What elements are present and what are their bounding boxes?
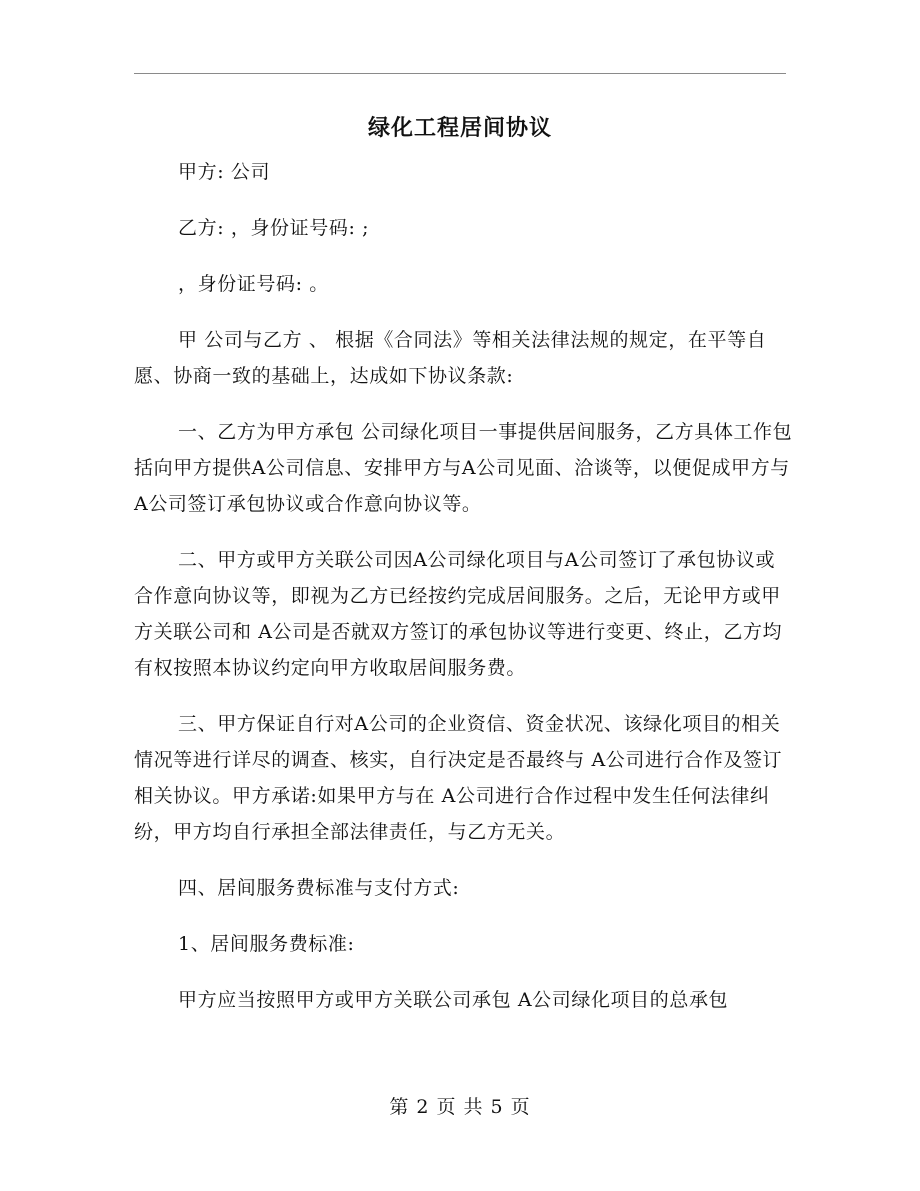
fee-standard-paragraph: 甲方应当按照甲方或甲方关联公司承包 A公司绿化项目的总承包 [178,989,729,1011]
party-a-line: 甲方: 公司 [178,161,271,183]
document-title: 绿化工程居间协议 [367,115,552,141]
page-number-footer: 第 2 页 共 5 页 [389,1096,531,1118]
party-b-second-line: ，身份证号码: 。 [178,273,329,295]
document-body [134,154,794,1038]
clause-one: 一、乙方为甲方承包 公司绿化项目一事提供居间服务，乙方具体工作包括向甲方提供A公司信息、安排甲方与A公司见面、洽谈等，以便促成甲方与 A公司签订承包协议或合作意向协议等。 [134,421,793,515]
sub-clause-one-heading: 1、居间服务费标准: [178,933,355,955]
clause-four-heading: 四、居间服务费标准与支付方式: [178,877,460,899]
clause-two: 二、甲方或甲方关联公司因A公司绿化项目与A公司签订了承包协议或合作意向协议等，即视为乙方已经按约完成居间服务。之后，无论甲方或甲方关联公司和 A公司是否就双方签订的承包协议等进行变更、终止，乙方均有权按照本协议约定向甲方收取居间服务费。 [134,549,783,679]
party-b-line: 乙方: ，身份证号码: ; [178,217,370,239]
header-rule [134,73,786,74]
clause-three: 三、甲方保证自行对A公司的企业资信、资金状况、该绿化项目的相关情况等进行详尽的调查、核实，自行决定是否最终与 A公司进行合作及签订相关协议。甲方承诺:如果甲方与在 A公司进行合作过程中发生任何法律纠纷，甲方均自行承担全部法律责任，与乙方无关。 [134,713,783,843]
preamble-paragraph: 甲 公司与乙方 、 根据《合同法》等相关法律法规的规定，在平等自愿、协商一致的基础上，达成如下协议条款: [134,329,767,387]
